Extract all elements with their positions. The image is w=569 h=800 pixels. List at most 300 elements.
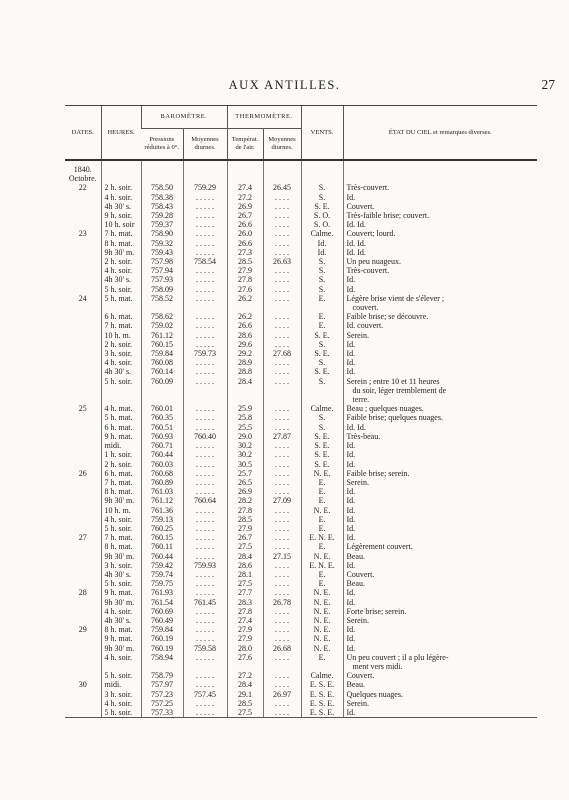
cell-hour: 8 h. mat.: [101, 239, 141, 248]
cell-temperature: 28.4: [227, 377, 263, 386]
cell-empty: [183, 662, 227, 671]
cell-hour: 2 h. soir.: [101, 460, 141, 469]
col-dates: DATES.: [65, 106, 101, 161]
cell-sky: Très-faible brise; couvert.: [343, 211, 537, 220]
cell-date: [65, 377, 101, 386]
col-moyennes-baro: Moyennes diurnes.: [183, 129, 227, 161]
cell-temperature: 27.5: [227, 579, 263, 588]
cell-baro-mean: . . . . .: [183, 708, 227, 718]
cell-wind: E.: [301, 321, 343, 330]
cell-wind: Calme.: [301, 404, 343, 413]
table-row: [65, 542, 537, 551]
cell-temperature: 28.5: [227, 699, 263, 708]
cell-date: [65, 331, 101, 340]
cell-thermo-mean: . . . .: [263, 220, 301, 229]
cell-sky: Id.: [343, 275, 537, 284]
cell-thermo-mean: 26.63: [263, 257, 301, 266]
cell-sky-continued: terre.: [343, 395, 537, 404]
cell-date: [65, 542, 101, 551]
cell-wind: E.: [301, 312, 343, 321]
cell-wind: S.: [301, 413, 343, 422]
cell-wind: N. E.: [301, 616, 343, 625]
cell-hour: 8 h. mat.: [101, 487, 141, 496]
cell-thermo-mean: . . . .: [263, 377, 301, 386]
cell-date: [65, 413, 101, 422]
cell-baro-mean: 759.29: [183, 183, 227, 192]
cell-pressure: 760.08: [141, 358, 183, 367]
cell-baro-mean: . . . . .: [183, 460, 227, 469]
cell-temperature: 30.5: [227, 460, 263, 469]
table-row: [65, 183, 537, 192]
table-row-continuation: [65, 386, 537, 395]
cell-hour: 9 h. mat.: [101, 588, 141, 597]
table-row: [65, 441, 537, 450]
cell-temperature: 25.7: [227, 469, 263, 478]
cell-temperature: 27.6: [227, 653, 263, 662]
cell-hour: 4 h. soir.: [101, 653, 141, 662]
cell-pressure: 759.32: [141, 239, 183, 248]
cell-pressure: 760.71: [141, 441, 183, 450]
cell-sky: Id.: [343, 496, 537, 505]
cell-date: 24: [78, 293, 87, 303]
cell-empty: [227, 395, 263, 404]
cell-sky: Très-couvert.: [343, 266, 537, 275]
cell-date: [65, 340, 101, 349]
cell-wind: S. E.: [301, 367, 343, 376]
cell-hour: 4h 30' s.: [101, 616, 141, 625]
cell-date: [65, 460, 101, 469]
cell-date: [65, 653, 101, 662]
cell-baro-mean: . . . . .: [183, 542, 227, 551]
cell-sky: Id. Id.: [343, 220, 537, 229]
cell-temperature: 27.8: [227, 275, 263, 284]
cell-sky: Couvert.: [343, 202, 537, 211]
cell-date: [65, 478, 101, 487]
table-row: [65, 358, 537, 367]
cell-hour: 5 h. soir.: [101, 377, 141, 386]
cell-empty: [227, 386, 263, 395]
col-etat: ÉTAT DU CIEL et remarques diverses.: [343, 106, 537, 161]
cell-sky: Id.: [343, 358, 537, 367]
cell-sky: Id.: [343, 515, 537, 524]
cell-wind: S. E.: [301, 331, 343, 340]
col-moyennes-thermo: Moyennes diurnes.: [263, 129, 301, 161]
cell-baro-mean: . . . . .: [183, 699, 227, 708]
table-row: [65, 524, 537, 533]
cell-temperature: 27.2: [227, 193, 263, 202]
cell-hour: 4h 30' s.: [101, 202, 141, 211]
cell-temperature: 28.1: [227, 570, 263, 579]
cell-empty: [301, 386, 343, 395]
cell-thermo-mean: 27.68: [263, 349, 301, 358]
cell-empty: [183, 303, 227, 312]
cell-wind: S. E.: [301, 460, 343, 469]
cell-sky: Faible brise; quelques nuages.: [343, 413, 537, 422]
cell-hour: 4 h. soir.: [101, 193, 141, 202]
table-row: [65, 367, 537, 376]
table-row: [65, 699, 537, 708]
cell-temperature: 30.2: [227, 450, 263, 459]
cell-hour: 4h 30' s.: [101, 570, 141, 579]
cell-date: [65, 524, 101, 533]
cell-sky: Id.: [343, 561, 537, 570]
cell-date: [65, 432, 101, 441]
cell-wind: S.: [301, 193, 343, 202]
table-row: [65, 331, 537, 340]
cell-sky: Id.: [343, 588, 537, 597]
cell-wind: S. E.: [301, 202, 343, 211]
cell-sky: Couvert.: [343, 570, 537, 579]
cell-hour: 4 h. soir.: [101, 699, 141, 708]
cell-date: [65, 607, 101, 616]
cell-pressure: 760.89: [141, 478, 183, 487]
cell-thermo-mean: . . . .: [263, 616, 301, 625]
cell-hour: 3 h. soir.: [101, 561, 141, 570]
cell-temperature: 27.8: [227, 607, 263, 616]
table-row: [65, 515, 537, 524]
cell-thermo-mean: . . . .: [263, 699, 301, 708]
cell-wind: N. E.: [301, 552, 343, 561]
meteorological-table: [65, 105, 537, 718]
cell-thermo-mean: . . . .: [263, 653, 301, 662]
cell-hour: 5 h. soir.: [101, 708, 141, 718]
cell-temperature: 25.8: [227, 413, 263, 422]
cell-empty: [101, 395, 141, 404]
cell-sky: Id.: [343, 367, 537, 376]
cell-pressure: 758.94: [141, 653, 183, 662]
cell-pressure: 760.14: [141, 367, 183, 376]
group-barometre: BAROMÈTRE.: [141, 106, 227, 129]
cell-sky: Serein.: [343, 616, 537, 625]
cell-sky-continued: couvert.: [343, 303, 537, 312]
cell-sky-continued: du soir, léger tremblement de: [343, 386, 537, 395]
cell-sky: Id. couvert.: [343, 321, 537, 330]
cell-hour: 10 h. m.: [101, 331, 141, 340]
cell-date: [65, 570, 101, 579]
cell-thermo-mean: . . . .: [263, 239, 301, 248]
cell-baro-mean: . . . . .: [183, 275, 227, 284]
cell-date: [65, 367, 101, 376]
cell-thermo-mean: . . . .: [263, 229, 301, 238]
cell-wind: S. O.: [301, 211, 343, 220]
cell-thermo-mean: . . . .: [263, 460, 301, 469]
cell-pressure: 760.19: [141, 634, 183, 643]
cell-sky: Légère brise vient de s'élever ;: [343, 294, 537, 303]
cell-sky: Id.: [343, 533, 537, 542]
cell-sky: Id.: [343, 524, 537, 533]
cell-wind: Id.: [301, 239, 343, 248]
table-row: [65, 588, 537, 597]
cell-empty: [227, 303, 263, 312]
cell-hour: 4 h. soir.: [101, 266, 141, 275]
cell-hour: 5 h. mat.: [101, 413, 141, 422]
cell-baro-mean: . . . . .: [183, 487, 227, 496]
cell-empty: [183, 386, 227, 395]
cell-hour: 9h 30' m.: [101, 248, 141, 257]
cell-pressure: 759.28: [141, 211, 183, 220]
cell-baro-mean: . . . . .: [183, 331, 227, 340]
cell-date: [65, 193, 101, 202]
table-row: [65, 469, 537, 478]
cell-temperature: 27.9: [227, 266, 263, 275]
cell-baro-mean: . . . . .: [183, 524, 227, 533]
cell-wind: E.: [301, 478, 343, 487]
cell-baro-mean: . . . . .: [183, 607, 227, 616]
cell-pressure: 760.51: [141, 423, 183, 432]
cell-temperature: 26.9: [227, 487, 263, 496]
cell-temperature: 26.0: [227, 229, 263, 238]
cell-thermo-mean: . . . .: [263, 478, 301, 487]
cell-baro-mean: . . . . .: [183, 515, 227, 524]
cell-thermo-mean: 27.87: [263, 432, 301, 441]
cell-wind: E. S. E.: [301, 680, 343, 689]
col-pressions: Pressions réduites à 0°.: [141, 129, 183, 161]
cell-hour: 9 h. mat.: [101, 432, 141, 441]
cell-empty: [301, 395, 343, 404]
cell-pressure: 759.84: [141, 349, 183, 358]
cell-date: [65, 358, 101, 367]
cell-sky: Serein.: [343, 478, 537, 487]
cell-pressure: 760.09: [141, 377, 183, 386]
cell-baro-mean: . . . . .: [183, 211, 227, 220]
cell-temperature: 30.2: [227, 441, 263, 450]
cell-baro-mean: 760.40: [183, 432, 227, 441]
col-temperature: Températ. de l'air.: [227, 129, 263, 161]
cell-wind: S.: [301, 183, 343, 192]
cell-thermo-mean: 26.78: [263, 598, 301, 607]
cell-date: 30: [78, 680, 87, 690]
table-row: [65, 625, 537, 634]
cell-temperature: 27.3: [227, 248, 263, 257]
cell-thermo-mean: . . . .: [263, 450, 301, 459]
cell-empty: [227, 662, 263, 671]
cell-temperature: 29.1: [227, 690, 263, 699]
cell-wind: E. S. E.: [301, 690, 343, 699]
cell-wind: S.: [301, 377, 343, 386]
cell-temperature: 27.7: [227, 588, 263, 597]
cell-date: [65, 506, 101, 515]
cell-pressure: 760.25: [141, 524, 183, 533]
cell-pressure: 759.84: [141, 625, 183, 634]
table-body: [65, 160, 537, 718]
cell-date: [65, 321, 101, 330]
cell-sky: Id.: [343, 460, 537, 469]
cell-pressure: 758.79: [141, 671, 183, 680]
table-row: [65, 460, 537, 469]
cell-wind: S.: [301, 358, 343, 367]
table-row: [65, 340, 537, 349]
cell-baro-mean: 759.93: [183, 561, 227, 570]
cell-temperature: 27.2: [227, 671, 263, 680]
cell-date: [65, 598, 101, 607]
cell-sky: Id.: [343, 625, 537, 634]
cell-empty: [101, 386, 141, 395]
cell-hour: 8 h. mat.: [101, 625, 141, 634]
cell-sky: Id.: [343, 450, 537, 459]
cell-pressure: 761.12: [141, 496, 183, 505]
table-row: [65, 413, 537, 422]
cell-date: [65, 450, 101, 459]
cell-baro-mean: 758.54: [183, 257, 227, 266]
cell-empty: [101, 662, 141, 671]
cell-hour: 7 h. mat.: [101, 229, 141, 238]
cell-sky: Quelques nuages.: [343, 690, 537, 699]
table-row-continuation: [65, 303, 537, 312]
cell-wind: N. E.: [301, 506, 343, 515]
table-row-continuation: [65, 395, 537, 404]
cell-hour: 4h 30' s.: [101, 275, 141, 284]
cell-baro-mean: . . . . .: [183, 441, 227, 450]
cell-sky: Très-beau.: [343, 432, 537, 441]
cell-pressure: 757.94: [141, 266, 183, 275]
cell-thermo-mean: 27.15: [263, 552, 301, 561]
cell-baro-mean: . . . . .: [183, 413, 227, 422]
cell-sky: Id.: [343, 487, 537, 496]
cell-wind: S. O.: [301, 220, 343, 229]
cell-date: [65, 220, 101, 229]
table-row: [65, 294, 537, 303]
cell-temperature: 28.6: [227, 561, 263, 570]
cell-hour: 5 h. mat.: [101, 294, 141, 303]
cell-temperature: 27.5: [227, 542, 263, 551]
cell-date: [65, 257, 101, 266]
cell-pressure: 758.09: [141, 285, 183, 294]
cell-date: [65, 561, 101, 570]
cell-wind: E. S. E.: [301, 699, 343, 708]
cell-baro-mean: . . . . .: [183, 285, 227, 294]
cell-sky: Id.: [343, 340, 537, 349]
cell-thermo-mean: . . . .: [263, 331, 301, 340]
cell-empty: [183, 395, 227, 404]
cell-date: [65, 644, 101, 653]
table-row-continuation: [65, 662, 537, 671]
cell-date: 23: [78, 229, 87, 239]
cell-wind: N. E.: [301, 634, 343, 643]
cell-pressure: 759.42: [141, 561, 183, 570]
cell-pressure: 758.90: [141, 229, 183, 238]
cell-date: 22: [78, 183, 87, 193]
cell-thermo-mean: 26.97: [263, 690, 301, 699]
cell-hour: 7 h. mat.: [101, 478, 141, 487]
cell-thermo-mean: . . . .: [263, 340, 301, 349]
cell-temperature: 26.6: [227, 239, 263, 248]
cell-date: [65, 634, 101, 643]
cell-thermo-mean: . . . .: [263, 358, 301, 367]
cell-wind: S. E.: [301, 349, 343, 358]
cell-thermo-mean: . . . .: [263, 524, 301, 533]
month-label: Octobre.: [68, 174, 97, 184]
running-title: AUX ANTILLES.: [228, 78, 341, 92]
cell-wind: S. E.: [301, 441, 343, 450]
cell-wind: E.: [301, 515, 343, 524]
cell-date: [65, 312, 101, 321]
cell-hour: 2 h. soir.: [101, 183, 141, 192]
cell-pressure: 757.97: [141, 680, 183, 689]
cell-baro-mean: . . . . .: [183, 634, 227, 643]
cell-date: [65, 552, 101, 561]
cell-baro-mean: . . . . .: [183, 533, 227, 542]
cell-empty: [263, 386, 301, 395]
cell-pressure: 760.03: [141, 460, 183, 469]
cell-hour: midi.: [101, 680, 141, 689]
cell-pressure: 760.35: [141, 413, 183, 422]
cell-wind: S.: [301, 266, 343, 275]
cell-baro-mean: . . . . .: [183, 570, 227, 579]
cell-temperature: 27.5: [227, 708, 263, 718]
table-row: [65, 671, 537, 680]
table-row: [65, 680, 537, 689]
cell-empty: [141, 386, 183, 395]
cell-thermo-mean: . . . .: [263, 533, 301, 542]
cell-baro-mean: . . . . .: [183, 506, 227, 515]
cell-hour: midi.: [101, 441, 141, 450]
cell-sky: Beau ; quelques nuages.: [343, 404, 537, 413]
cell-thermo-mean: . . . .: [263, 423, 301, 432]
cell-wind: E.: [301, 579, 343, 588]
cell-date: [65, 349, 101, 358]
cell-empty: [301, 662, 343, 671]
table-row: [65, 561, 537, 570]
table-row: [65, 285, 537, 294]
cell-sky: Id.: [343, 634, 537, 643]
cell-empty: [141, 303, 183, 312]
cell-hour: 5 h. soir.: [101, 285, 141, 294]
cell-baro-mean: . . . . .: [183, 680, 227, 689]
table-row: [65, 220, 537, 229]
cell-hour: 7 h. mat.: [101, 321, 141, 330]
cell-hour: 3 h. soir.: [101, 690, 141, 699]
cell-sky: Un peu couvert ; il a plu légère-: [343, 653, 537, 662]
cell-temperature: 26.9: [227, 202, 263, 211]
table-row: [65, 257, 537, 266]
cell-pressure: 760.49: [141, 616, 183, 625]
cell-baro-mean: . . . . .: [183, 321, 227, 330]
table-row: [65, 570, 537, 579]
cell-sky: Id.: [343, 598, 537, 607]
cell-temperature: 27.8: [227, 506, 263, 515]
table-row: [65, 644, 537, 653]
cell-pressure: 761.36: [141, 506, 183, 515]
cell-pressure: 757.93: [141, 275, 183, 284]
cell-baro-mean: . . . . .: [183, 579, 227, 588]
cell-date: [65, 275, 101, 284]
cell-baro-mean: . . . . .: [183, 340, 227, 349]
cell-baro-mean: . . . . .: [183, 377, 227, 386]
cell-pressure: 757.25: [141, 699, 183, 708]
cell-date: [65, 515, 101, 524]
cell-sky: Id.: [343, 644, 537, 653]
cell-hour: 4 h. soir.: [101, 607, 141, 616]
cell-temperature: 28.4: [227, 680, 263, 689]
cell-hour: 5 h. soir.: [101, 524, 141, 533]
cell-thermo-mean: . . . .: [263, 588, 301, 597]
cell-thermo-mean: . . . .: [263, 607, 301, 616]
cell-wind: Calme.: [301, 229, 343, 238]
cell-baro-mean: . . . . .: [183, 193, 227, 202]
cell-date: [65, 671, 101, 680]
table-row: [65, 404, 537, 413]
cell-thermo-mean: . . . .: [263, 404, 301, 413]
table-row: [65, 211, 537, 220]
cell-empty: [65, 303, 101, 312]
cell-hour: 10 h. soir: [101, 220, 141, 229]
cell-baro-mean: 759.58: [183, 644, 227, 653]
table-row: [65, 653, 537, 662]
cell-wind: Calme.: [301, 671, 343, 680]
cell-baro-mean: . . . . .: [183, 220, 227, 229]
cell-wind: E.: [301, 496, 343, 505]
cell-hour: 9h 30' m.: [101, 496, 141, 505]
